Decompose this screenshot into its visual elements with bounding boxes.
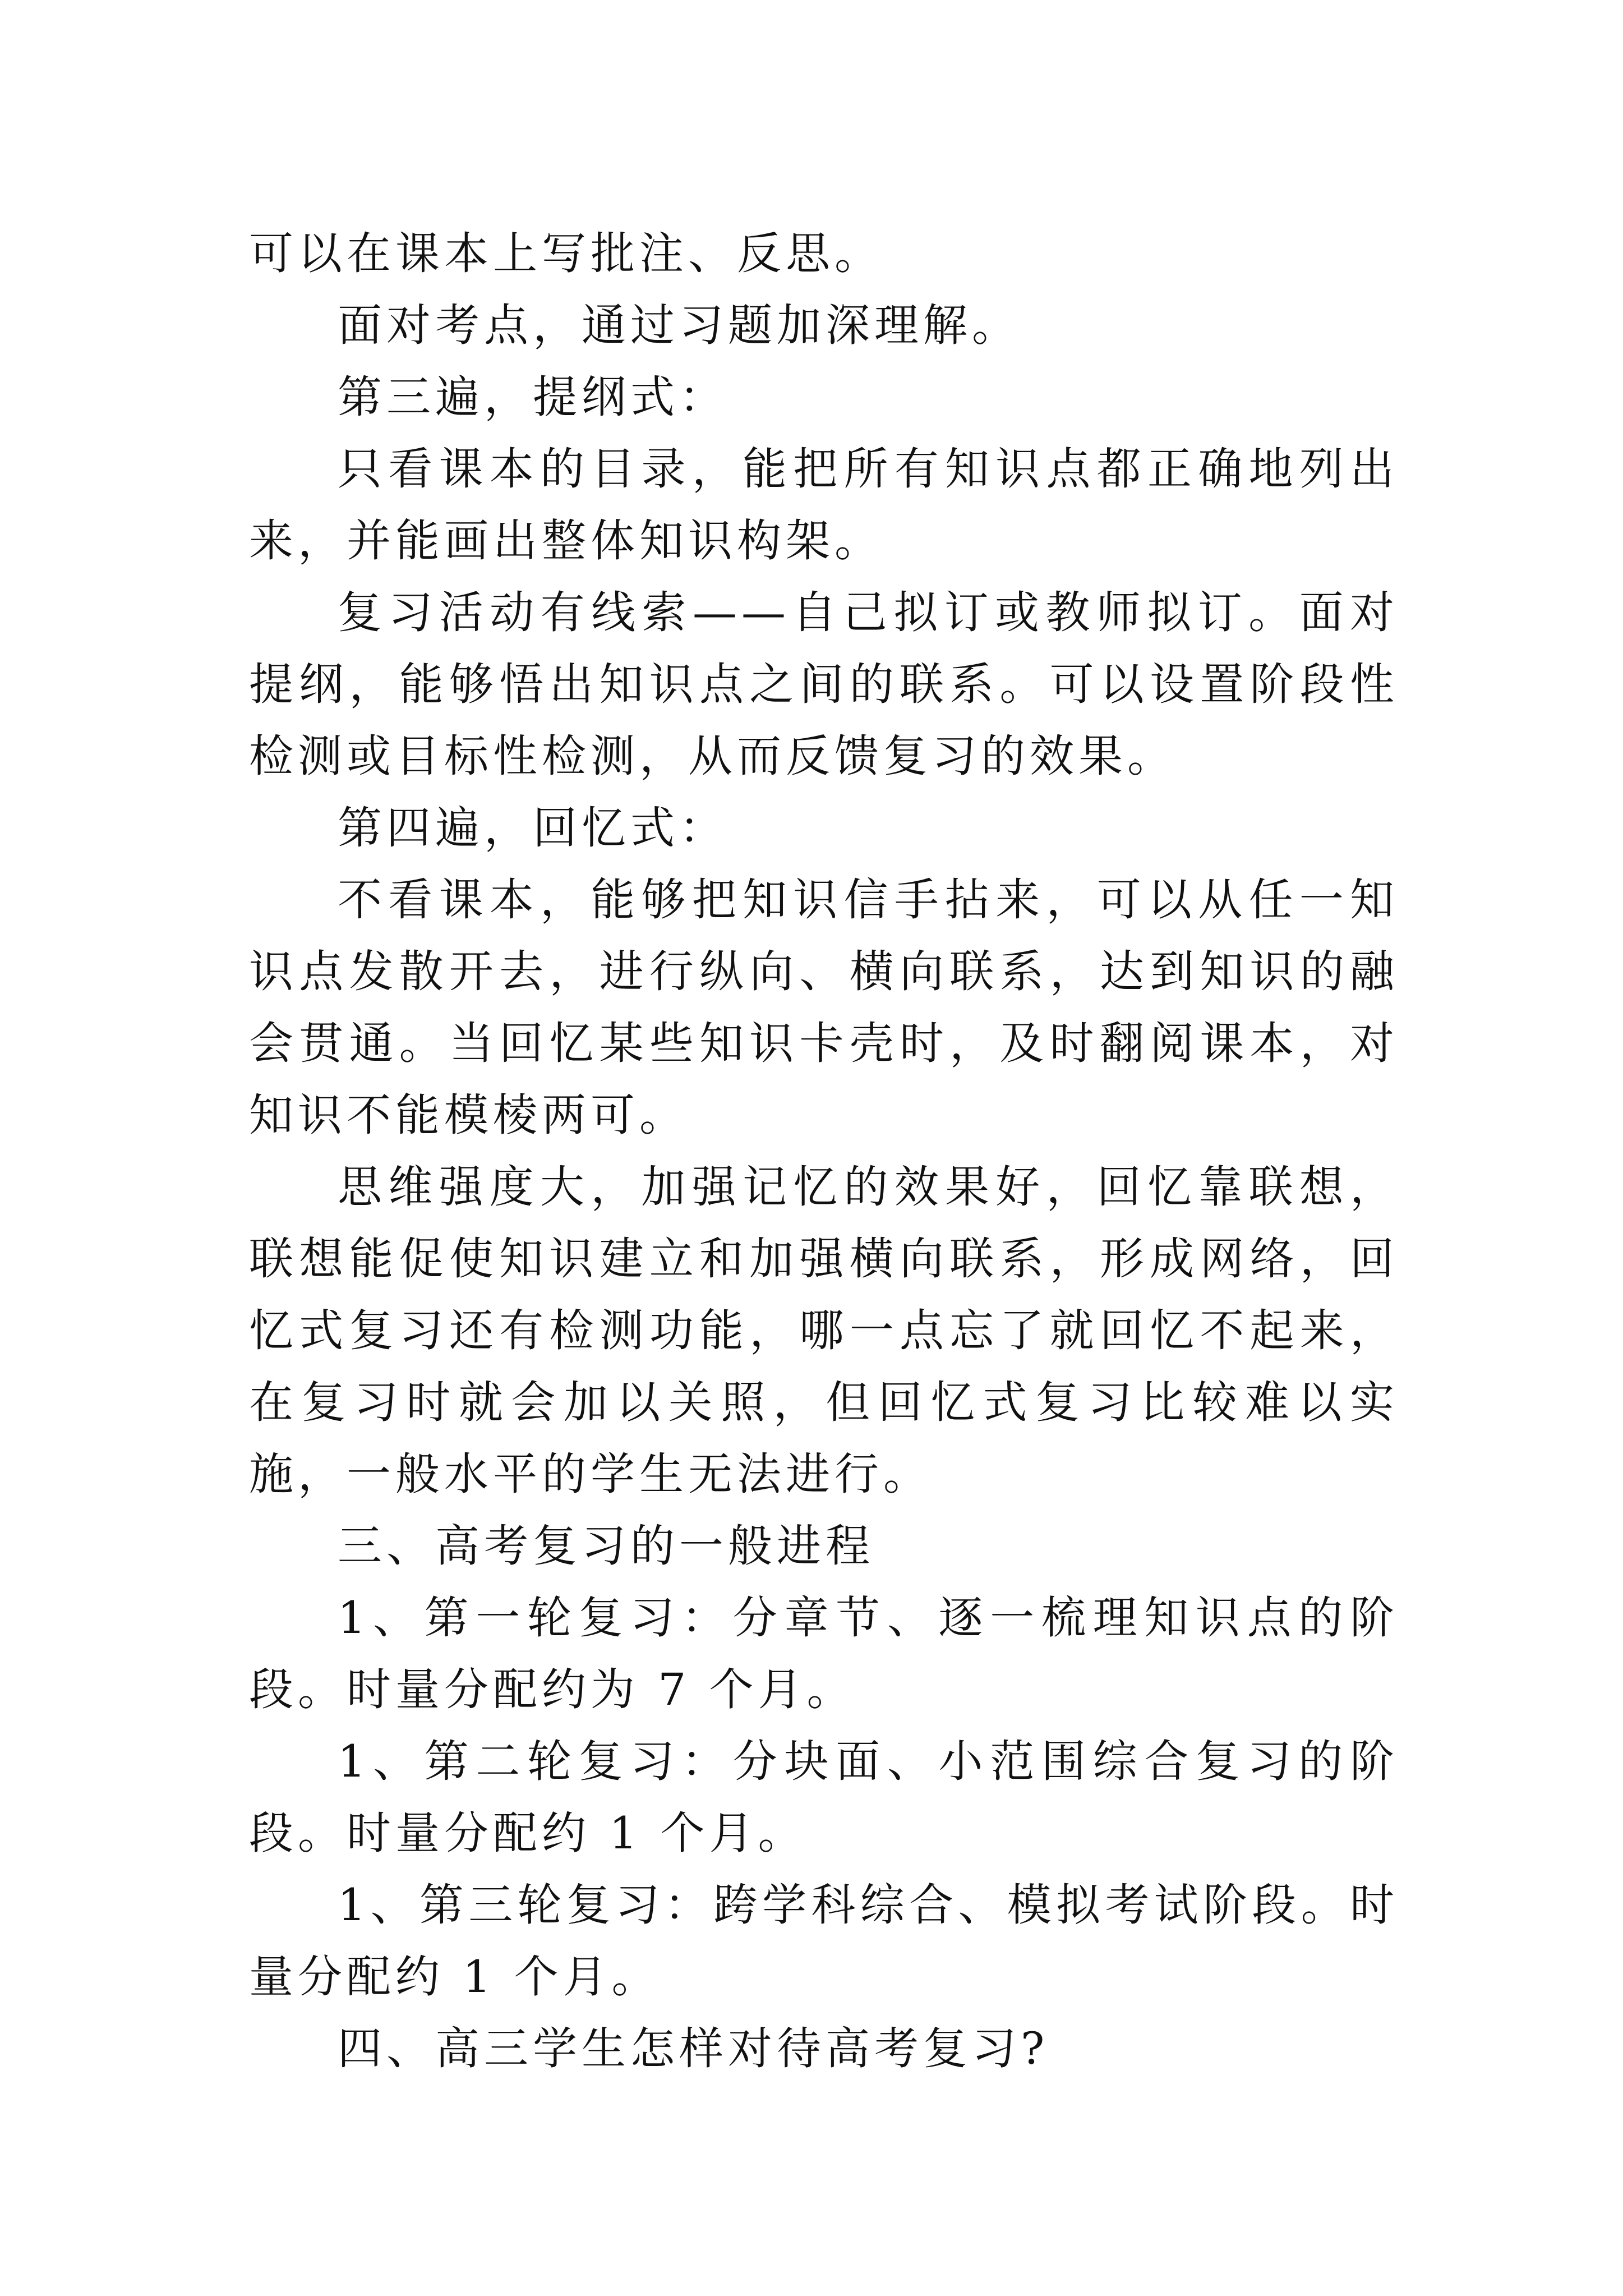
heading-section-three: 三、高考复习的一般进程 — [338, 1520, 874, 1572]
paragraph-recall-method: 不看课本，能够把知识信手拈来，可以从任一知识点发散开去，进行纵向、横向联系，达到知识的融会贯通。当回忆某些知识卡壳时，及时翻阅课本，对知识不能模棱两可。 — [249, 874, 1399, 1141]
paragraph-round-two: 1、第二轮复习：分块面、小范围综合复习的阶段。时量分配约 1 个月。 — [249, 1736, 1399, 1859]
paragraph-outline-activity: 复习活动有线索——自己拟订或教师拟订。面对提纲，能够悟出知识点之间的联系。可以设置阶段性检测或目标性检测，从而反馈复习的效果。 — [249, 587, 1399, 782]
paragraph-round-three: 1、第三轮复习：跨学科综合、模拟考试阶段。时量分配约 1 个月。 — [249, 1879, 1399, 2003]
paragraph-exercise-tip: 面对考点，通过习题加深理解。 — [338, 300, 1021, 351]
heading-fourth-pass: 第四遍，回忆式： — [338, 802, 728, 854]
heading-third-pass: 第三遍，提纲式： — [338, 371, 728, 423]
paragraph-round-one: 1、第一轮复习：分章节、逐一梳理知识点的阶段。时量分配约为 7 个月。 — [249, 1592, 1399, 1715]
heading-section-four: 四、高三学生怎样对待高考复习? — [338, 2023, 1049, 2074]
paragraph-outline-method: 只看课本的目录，能把所有知识点都正确地列出来，并能画出整体知识构架。 — [249, 443, 1399, 567]
paragraph-recall-benefits: 思维强度大，加强记忆的效果好，回忆靠联想，联想能促使知识建立和加强横向联系，形成网络，回忆式复习还有检测功能，哪一点忘了就回忆不起来，在复习时就会加以关照，但回忆式复习比较难以实施，一般水平的学生无法进行。 — [249, 1161, 1399, 1500]
paragraph-annotation-tip: 可以在课本上写批注、反思。 — [249, 228, 883, 279]
document-body — [249, 218, 1399, 2085]
